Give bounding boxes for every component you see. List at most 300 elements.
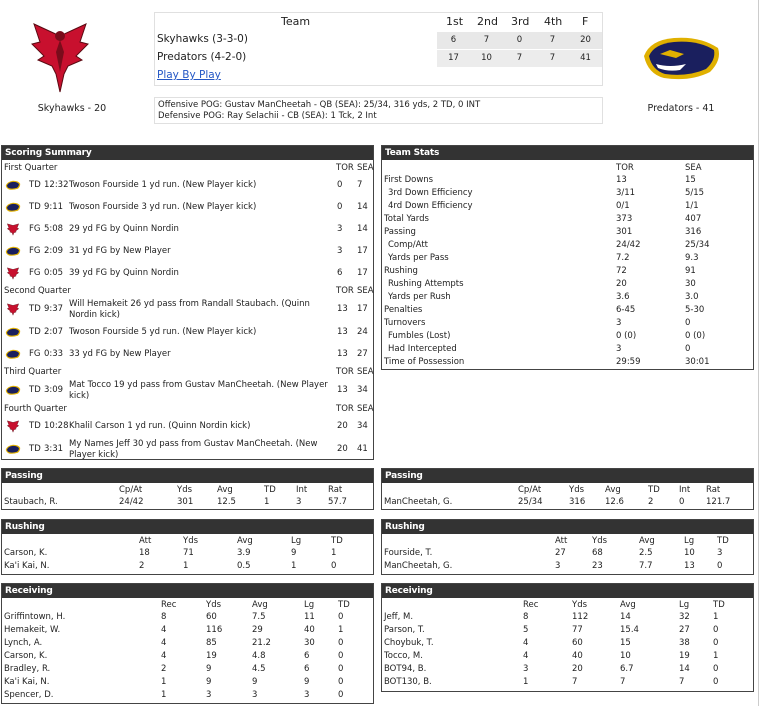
stat-value: 1 — [161, 690, 167, 700]
stat-value: 60 — [206, 612, 217, 622]
team-stat-sea: 91 — [685, 266, 696, 276]
score-tor: 20 — [337, 421, 348, 431]
team-stat-tor: 3 — [616, 318, 622, 328]
column-header: Int — [679, 485, 691, 495]
score-type: TD — [29, 327, 41, 337]
players-of-game — [154, 97, 603, 124]
predators-logo-icon — [5, 201, 21, 217]
stat-value: 19 — [206, 651, 217, 661]
quarter-header — [2, 285, 373, 298]
stat-value: 0 — [338, 690, 344, 700]
stat-value: 13 — [684, 561, 695, 571]
table-row — [382, 664, 753, 677]
team-stat-label: Fumbles (Lost) — [388, 331, 451, 341]
stat-value: 12.5 — [217, 497, 236, 507]
stat-value: 7 — [679, 677, 685, 687]
stat-value: 0 — [679, 497, 685, 507]
score-sea: 7 — [357, 180, 363, 190]
stat-value: 15 — [620, 638, 631, 648]
quarter-col-tor: TOR — [336, 367, 354, 377]
stat-value: 9 — [291, 548, 297, 558]
team-stat-tor: 72 — [616, 266, 627, 276]
team-stat-sea: 9.3 — [685, 253, 699, 263]
team-stat-row — [382, 331, 753, 344]
team-stat-sea: 15 — [685, 175, 696, 185]
stat-value: 4 — [523, 638, 529, 648]
stat-value: 23 — [592, 561, 603, 571]
team-stat-label: Total Yards — [384, 214, 429, 224]
skyhawks-logo-icon — [5, 223, 21, 239]
scoring-play-row — [2, 175, 373, 197]
score-time: 12:32 — [44, 180, 69, 190]
quarter-label: Third Quarter — [4, 367, 62, 377]
quarter-header — [2, 366, 373, 379]
stat-value: 0 — [338, 612, 344, 622]
stat-value: 60 — [572, 638, 583, 648]
team-stat-row — [382, 188, 753, 201]
skyhawks-logo-icon — [5, 303, 21, 319]
stat-value: 30 — [304, 638, 315, 648]
team-stat-tor: 301 — [616, 227, 633, 237]
score-sea: 27 — [357, 349, 368, 359]
stat-value: 3 — [206, 690, 212, 700]
table-row — [2, 612, 373, 625]
score-tor: 3 — [337, 224, 343, 234]
stat-value: 0 — [331, 561, 337, 571]
column-header: Att — [139, 536, 152, 546]
team-stat-row — [382, 175, 753, 188]
scoring-play-row — [2, 379, 373, 403]
score-time: 0:05 — [44, 268, 64, 278]
quarter-label: Fourth Quarter — [4, 404, 67, 414]
player-name: Spencer, D. — [4, 690, 54, 700]
score-type: FG — [29, 224, 41, 234]
scoreboard — [154, 12, 603, 86]
team-stat-tor: 29:59 — [616, 357, 641, 367]
score-tor: 0 — [337, 202, 343, 212]
player-name: Parson, T. — [384, 625, 425, 635]
stat-value: 2.5 — [639, 548, 653, 558]
team-stat-label: Had Intercepted — [388, 344, 457, 354]
team-stats-col-sea: SEA — [685, 163, 702, 173]
score-description: Twoson Fourside 5 yd run. (New Player kick) — [69, 327, 257, 337]
stat-value: 9 — [206, 664, 212, 674]
scoreboard-q2-header: 2nd — [477, 15, 498, 28]
score-cell: 17 — [437, 50, 470, 67]
score-type: FG — [29, 246, 41, 256]
stat-value: 14 — [679, 664, 690, 674]
stat-value: 1 — [183, 561, 189, 571]
stat-value: 4 — [161, 638, 167, 648]
team-stat-sea: 30:01 — [685, 357, 710, 367]
stat-value: 1 — [713, 612, 719, 622]
away-team-logo — [640, 34, 724, 84]
team-stat-row — [382, 344, 753, 357]
offensive-pog: Offensive POG: Gustav ManCheetah - QB (SEA): 25/34, 316 yds, 2 TD, 0 INT — [158, 100, 481, 110]
table-row — [382, 548, 753, 561]
scoreboard-team-header: Team — [281, 15, 311, 28]
stat-value: 1 — [713, 651, 719, 661]
column-header: Lg — [304, 600, 315, 610]
quarter-label: First Quarter — [4, 163, 58, 173]
column-header: Cp/At — [119, 485, 143, 495]
stat-value: 0 — [713, 638, 719, 648]
team-stat-label: Penalties — [384, 305, 423, 315]
home-team-logo — [30, 22, 90, 94]
scoring-play-row — [2, 322, 373, 344]
stat-value: 7.7 — [639, 561, 653, 571]
score-description: My Names Jeff 30 yd pass from Gustav ManCheetah. (New Player kick) — [69, 439, 318, 460]
team-stat-tor: 20 — [616, 279, 627, 289]
quarter-col-sea: SEA — [357, 367, 374, 377]
table-header-row — [382, 600, 753, 612]
table-row — [2, 548, 373, 561]
player-name: Lynch, A. — [4, 638, 43, 648]
column-header: Lg — [679, 600, 690, 610]
stat-value: 9 — [252, 677, 258, 687]
stat-value: 5 — [523, 625, 529, 635]
team-stat-row — [382, 292, 753, 305]
score-tor: 3 — [337, 246, 343, 256]
player-name: Ka'i Kai, N. — [4, 677, 50, 687]
quarter-col-sea: SEA — [357, 404, 374, 414]
stat-value: 121.7 — [706, 497, 731, 507]
passing-panel-left — [1, 468, 374, 510]
table-header-row — [382, 485, 753, 497]
team-stat-row — [382, 201, 753, 214]
predators-logo-icon — [5, 179, 21, 195]
stat-value: 0 — [713, 664, 719, 674]
stat-value: 1 — [331, 548, 337, 558]
scoring-play-row — [2, 197, 373, 219]
score-description: Khalil Carson 1 yd run. (Quinn Nordin kick) — [69, 421, 251, 431]
scoreboard-team-name: Skyhawks (3-3-0) — [157, 33, 248, 45]
score-description: 29 yd FG by Quinn Nordin — [69, 224, 179, 234]
stat-value: 3 — [523, 664, 529, 674]
score-type: FG — [29, 268, 41, 278]
team-stat-label: First Downs — [384, 175, 434, 185]
stat-value: 301 — [177, 497, 194, 507]
receiving-title: Receiving — [382, 584, 753, 598]
stat-value: 4 — [161, 625, 167, 635]
team-stat-row — [382, 357, 753, 370]
rushing-title: Rushing — [2, 520, 373, 534]
score-cell: 6 — [437, 32, 470, 49]
stat-value: 0 — [338, 638, 344, 648]
team-stat-row — [382, 227, 753, 240]
stat-value: 8 — [161, 612, 167, 622]
team-stat-row — [382, 253, 753, 266]
player-name: Hemakeit, W. — [4, 625, 61, 635]
stat-value: 6.7 — [620, 664, 634, 674]
score-time: 3:31 — [44, 444, 64, 454]
table-row — [2, 497, 373, 510]
table-row — [382, 651, 753, 664]
stat-value: 18 — [139, 548, 150, 558]
team-stat-sea: 0 (0) — [685, 331, 706, 341]
score-tor: 6 — [337, 268, 343, 278]
column-header: Yds — [183, 536, 199, 546]
player-name: ManCheetah, G. — [384, 497, 453, 507]
player-name: Griffintown, H. — [4, 612, 66, 622]
score-type: TD — [29, 304, 41, 314]
stat-value: 29 — [252, 625, 263, 635]
score-type: TD — [29, 202, 41, 212]
stat-value: 8 — [523, 612, 529, 622]
column-header: Rat — [328, 485, 343, 495]
team-stat-sea: 407 — [685, 214, 702, 224]
stat-value: 116 — [206, 625, 223, 635]
stat-value: 77 — [572, 625, 583, 635]
stat-value: 3 — [296, 497, 302, 507]
score-description: 31 yd FG by New Player — [69, 246, 171, 256]
stat-value: 6 — [304, 651, 310, 661]
stat-value: 24/42 — [119, 497, 144, 507]
team-stat-sea: 30 — [685, 279, 696, 289]
skyhawks-logo-icon — [5, 267, 21, 283]
score-time: 0:33 — [44, 349, 64, 359]
stat-value: 11 — [304, 612, 315, 622]
player-name: Fourside, T. — [384, 548, 433, 558]
stat-value: 2 — [139, 561, 145, 571]
column-header: Lg — [291, 536, 302, 546]
quarter-col-sea: SEA — [357, 286, 374, 296]
score-type: FG — [29, 349, 41, 359]
team-stat-row — [382, 214, 753, 227]
stat-value: 3 — [555, 561, 561, 571]
scoring-play-row — [2, 416, 373, 438]
stat-value: 71 — [183, 548, 194, 558]
stat-value: 0 — [713, 625, 719, 635]
stat-value: 1 — [338, 625, 344, 635]
score-time: 2:07 — [44, 327, 64, 337]
score-tor: 20 — [337, 444, 348, 454]
team-stat-label: 4rd Down Efficiency — [388, 201, 473, 211]
score-cell: 20 — [569, 32, 602, 49]
player-name: Bradley, R. — [4, 664, 51, 674]
team-stat-label: Rushing — [384, 266, 418, 276]
column-header: Avg — [639, 536, 655, 546]
team-stats-col-tor: TOR — [616, 163, 634, 173]
rushing-panel-right — [381, 519, 754, 575]
stat-value: 9 — [304, 677, 310, 687]
score-time: 9:11 — [44, 202, 64, 212]
score-tor: 0 — [337, 180, 343, 190]
column-header: Rat — [706, 485, 721, 495]
column-header: Avg — [605, 485, 621, 495]
stat-value: 14 — [620, 612, 631, 622]
column-header: Avg — [620, 600, 636, 610]
table-row — [382, 497, 753, 510]
score-cell: 7 — [536, 50, 569, 67]
team-stat-sea: 0 — [685, 318, 691, 328]
defensive-pog: Defensive POG: Ray Selachii - CB (SEA): 1 Tck, 2 Int — [158, 111, 377, 121]
predators-logo-icon — [5, 384, 21, 400]
team-stat-label: Time of Possession — [384, 357, 465, 367]
stat-value: 0 — [338, 651, 344, 661]
stat-value: 4.5 — [252, 664, 266, 674]
scoring-play-row — [2, 438, 373, 462]
score-cell: 0 — [503, 32, 536, 49]
score-sea: 17 — [357, 304, 368, 314]
quarter-col-sea: SEA — [357, 163, 374, 173]
stat-value: 2 — [648, 497, 654, 507]
team-stat-sea: 3.0 — [685, 292, 699, 302]
score-time: 5:08 — [44, 224, 64, 234]
player-name: Tocco, M. — [384, 651, 423, 661]
team-stat-tor: 3 — [616, 344, 622, 354]
column-header: Int — [296, 485, 308, 495]
scoreboard-q3-header: 3rd — [511, 15, 530, 28]
skyhawks-logo-icon — [5, 420, 21, 436]
score-tor: 13 — [337, 327, 348, 337]
stat-value: 4 — [523, 651, 529, 661]
team-stat-sea: 5-30 — [685, 305, 705, 315]
scoring-summary-panel — [1, 145, 374, 460]
scoreboard-q4-header: 4th — [544, 15, 563, 28]
stat-value: 1 — [291, 561, 297, 571]
score-time: 9:37 — [44, 304, 64, 314]
table-row — [382, 625, 753, 638]
stat-value: 19 — [679, 651, 690, 661]
stat-value: 3 — [252, 690, 258, 700]
stat-value: 25/34 — [518, 497, 543, 507]
table-row — [382, 612, 753, 625]
receiving-panel-right — [381, 583, 754, 692]
predators-logo-icon — [5, 326, 21, 342]
team-stat-row — [382, 266, 753, 279]
stat-value: 7 — [620, 677, 626, 687]
stat-value: 4.8 — [252, 651, 266, 661]
team-stat-tor: 3.6 — [616, 292, 630, 302]
team-stat-row — [382, 279, 753, 292]
table-row — [2, 651, 373, 664]
player-name: Carson, K. — [4, 548, 48, 558]
team-stat-sea: 316 — [685, 227, 702, 237]
column-header: Avg — [252, 600, 268, 610]
score-sea: 14 — [357, 202, 368, 212]
column-header: Rec — [161, 600, 177, 610]
stat-value: 68 — [592, 548, 603, 558]
player-name: BOT130, B. — [384, 677, 432, 687]
stat-value: 10 — [684, 548, 695, 558]
table-row — [2, 690, 373, 703]
stat-value: 27 — [679, 625, 690, 635]
score-time: 10:28 — [44, 421, 69, 431]
team-stat-sea: 0 — [685, 344, 691, 354]
column-header: Yds — [177, 485, 193, 495]
team-stat-tor: 13 — [616, 175, 627, 185]
column-header: Avg — [217, 485, 233, 495]
score-cell: 10 — [470, 50, 503, 67]
receiving-title: Receiving — [2, 584, 373, 598]
score-tor: 13 — [337, 349, 348, 359]
score-sea: 34 — [357, 421, 368, 431]
table-row — [2, 664, 373, 677]
column-header: TD — [264, 485, 276, 495]
team-stat-label: Rushing Attempts — [388, 279, 464, 289]
score-time: 3:09 — [44, 385, 64, 395]
quarter-col-tor: TOR — [336, 404, 354, 414]
stat-value: 3 — [717, 548, 723, 558]
table-header-row — [2, 536, 373, 548]
score-tor: 13 — [337, 385, 348, 395]
score-type: TD — [29, 180, 41, 190]
column-header: Att — [555, 536, 568, 546]
stat-value: 15.4 — [620, 625, 639, 635]
rushing-panel-left — [1, 519, 374, 575]
predators-logo-icon — [5, 348, 21, 364]
score-type: TD — [29, 421, 41, 431]
play-by-play-link[interactable]: Play By Play — [157, 69, 221, 81]
column-header: TD — [713, 600, 725, 610]
rushing-title: Rushing — [382, 520, 753, 534]
table-row — [382, 561, 753, 574]
stat-value: 112 — [572, 612, 589, 622]
column-header: TD — [338, 600, 350, 610]
column-header: Lg — [684, 536, 695, 546]
quarter-header — [2, 403, 373, 416]
passing-title: Passing — [2, 469, 373, 483]
quarter-col-tor: TOR — [336, 163, 354, 173]
predators-logo-icon — [5, 443, 21, 459]
stat-value: 3 — [304, 690, 310, 700]
score-description: Twoson Fourside 3 yd run. (New Player kick) — [69, 202, 257, 212]
score-tor: 13 — [337, 304, 348, 314]
score-cell: 41 — [569, 50, 602, 67]
column-header: TD — [331, 536, 343, 546]
score-description: Will Hemakeit 26 yd pass from Randall Staubach. (Quinn Nordin kick) — [69, 299, 310, 320]
column-header: Cp/At — [518, 485, 542, 495]
stat-value: 1 — [161, 677, 167, 687]
scoring-summary-title: Scoring Summary — [2, 146, 373, 160]
score-description: 39 yd FG by Quinn Nordin — [69, 268, 179, 278]
score-description: Twoson Fourside 1 yd run. (New Player kick) — [69, 180, 257, 190]
column-header: Yds — [206, 600, 222, 610]
team-stat-label: Passing — [384, 227, 416, 237]
team-stat-tor: 24/42 — [616, 240, 641, 250]
stat-value: 12.6 — [605, 497, 624, 507]
home-team-label: Skyhawks - 20 — [37, 103, 107, 114]
team-stats-title: Team Stats — [382, 146, 753, 160]
team-stats-panel — [381, 145, 754, 370]
score-time: 2:09 — [44, 246, 64, 256]
stat-value: 21.2 — [252, 638, 271, 648]
scoring-play-row — [2, 241, 373, 263]
away-team-label: Predators - 41 — [647, 103, 715, 114]
player-name: Ka'i Kai, N. — [4, 561, 50, 571]
stat-value: 0 — [717, 561, 723, 571]
scoreboard-team-name: Predators (4-2-0) — [157, 51, 247, 63]
table-header-row — [2, 600, 373, 612]
stat-value: 40 — [572, 651, 583, 661]
table-row — [382, 638, 753, 651]
score-cell: 7 — [536, 32, 569, 49]
team-stat-row — [382, 240, 753, 253]
table-row — [2, 625, 373, 638]
passing-title: Passing — [382, 469, 753, 483]
score-cell: 7 — [470, 32, 503, 49]
player-name: Choybuk, T. — [384, 638, 434, 648]
score-sea: 41 — [357, 444, 368, 454]
team-stat-label: Yards per Pass — [388, 253, 449, 263]
stat-value: 0 — [338, 664, 344, 674]
column-header: TD — [648, 485, 660, 495]
stat-value: 0 — [338, 677, 344, 687]
predators-logo-icon — [5, 245, 21, 261]
team-stat-tor: 3/11 — [616, 188, 636, 198]
stat-value: 38 — [679, 638, 690, 648]
